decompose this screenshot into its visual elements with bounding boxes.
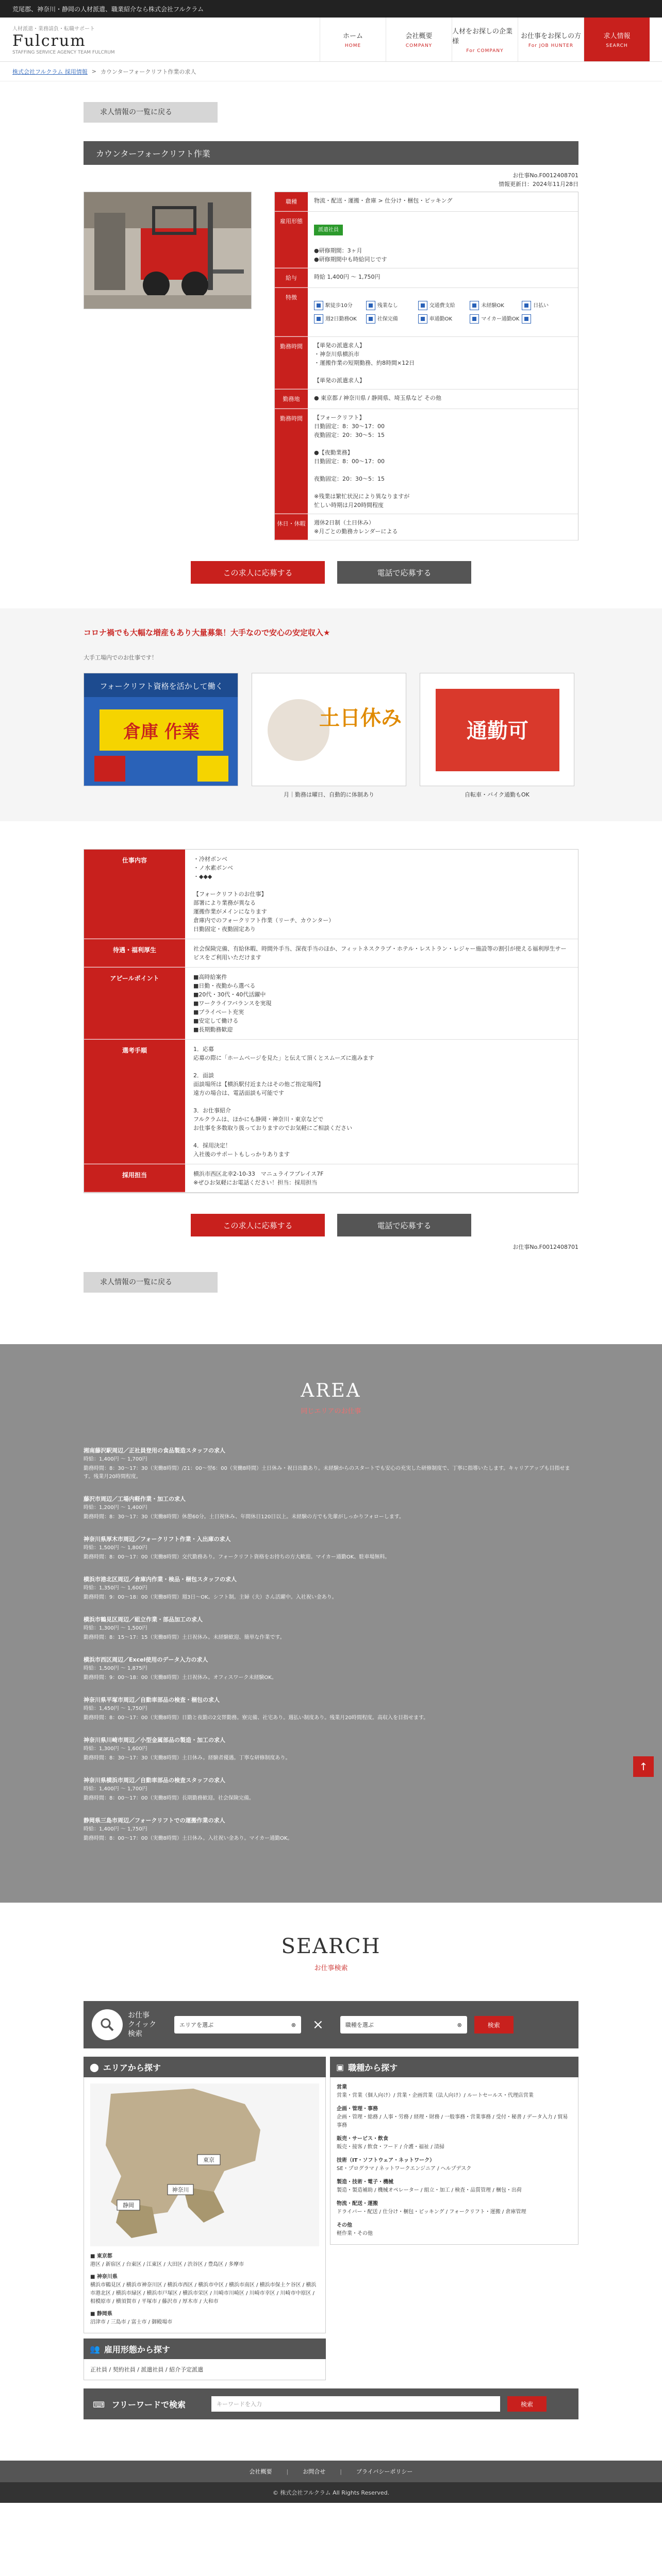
area-job-salary: 時給：1,200円 ～ 1,400円: [84, 1505, 147, 1511]
breadcrumb-current: カウンターフォークリフト作業の求人: [100, 68, 196, 75]
area-job-title: 横浜市鶴見区周辺／組立作業・部品加工の求人: [84, 1616, 203, 1623]
nav-label: 会社概要: [405, 32, 433, 40]
area-job-salary: 時給：1,350円 ～ 1,600円: [84, 1585, 147, 1591]
employment-tag: 派遣社員: [314, 225, 343, 235]
detail-container: [84, 849, 578, 1293]
job-info-table: [274, 192, 578, 540]
row-label: 勤務地: [275, 389, 308, 409]
region-heading: ■ 東京都: [90, 2253, 112, 2259]
row-value: ■高時給案件 ■日勤・夜勤から選べる ■20代・30代・40代活躍中 ■ワークライフバランスを実現 ■プライベート充実 ■安定して働ける ■長期勤務歓迎: [193, 974, 272, 1033]
main-nav: [320, 18, 650, 61]
svg-text:倉庫 作業: 倉庫 作業: [123, 722, 200, 742]
promo-image-3: [420, 673, 574, 799]
area-job-title: 神奈川県平塚市周辺／自動車部品の検査・梱包の求人: [84, 1697, 220, 1703]
nav-label: お仕事をお探しの方: [520, 32, 581, 40]
job-select-value: 職種を選ぶ: [345, 2022, 374, 2028]
feature-item: [366, 301, 416, 310]
promo-image-2: [252, 673, 406, 799]
feature-item: [418, 301, 468, 310]
category-heading: 技術（IT・ソフトウェア・ネットワーク）: [337, 2158, 435, 2163]
row-label: 待遇・福利厚生: [84, 939, 185, 967]
keyword-search-button[interactable]: 検索: [507, 2396, 547, 2412]
feature-label: 社保完備: [377, 316, 398, 322]
area-job-desc: 勤務時間：8：30～17：30（実働8時間）土日休み。経験者優遇。丁寧な研修制度あり。: [84, 1755, 291, 1761]
footer-links: [0, 2461, 662, 2482]
area-title: AREA: [301, 1380, 361, 1401]
site-logo[interactable]: [12, 24, 115, 55]
quick-search-bar: [84, 2001, 578, 2048]
feature-icon: [366, 301, 375, 310]
area-job-desc: 勤務時間：9：00～18：00（実働8時間）土日祝休み。オフィスワーク未経験OK。: [84, 1675, 277, 1681]
employment-note: ●研修期間：3ヶ月 ●研修期間中も時給同じです: [314, 247, 387, 263]
top-strip: [0, 0, 662, 18]
detail-row-description: [84, 850, 578, 939]
area-job-item[interactable]: [84, 1575, 578, 1602]
area-job-desc: 勤務時間：8：15～17：15（実働8時間）土日祝休み。未経験歓迎、簡単な作業です。: [84, 1635, 285, 1640]
feature-icon: [522, 301, 531, 310]
nav-company[interactable]: [386, 18, 452, 61]
back-to-list-button[interactable]: 求人情報の一覧に戻る: [84, 1272, 218, 1293]
logo-name: Fulcrum: [12, 31, 86, 50]
area-job-item[interactable]: [84, 1655, 578, 1682]
area-job-desc: 勤務時間：8：00～17：00（実働8時間）日勤と夜勤の2交替勤務。寮完備、社宅あり。週払い制度あり。残業月20時間程度。高収入を目指せます。: [84, 1715, 429, 1721]
commute-image: [420, 673, 574, 786]
map-label-tokyo[interactable]: 東京: [203, 2157, 214, 2163]
job-panel-head: [330, 2057, 578, 2077]
feature-icon: [314, 301, 323, 310]
detail-meta: お仕事No.F0012408701: [512, 1244, 578, 1250]
detail-row-appeal: [84, 968, 578, 1040]
feature-icon: [418, 301, 427, 310]
row-label: 休日・休暇: [275, 514, 308, 540]
cta-group-top: [84, 561, 578, 584]
promo-image-box: [420, 673, 574, 786]
row-value: ● 東京都 / 神奈川県 / 静岡県、埼玉県など その他: [314, 395, 441, 401]
area-job-salary: 時給：1,300円 ～ 1,600円: [84, 1746, 147, 1752]
free-word-label: [93, 2398, 211, 2410]
row-label: 採用担当: [84, 1164, 185, 1192]
category-heading: 製造・技術・電子・機械: [337, 2179, 393, 2185]
promo-image-box: [252, 673, 406, 786]
cta-group-bottom: [84, 1214, 578, 1236]
keyword-input[interactable]: キーワードを入力: [211, 2396, 500, 2412]
info-row-employment: [275, 212, 578, 268]
nav-en: For JOB HUNTER: [528, 43, 574, 48]
row-label: 勤務時間: [275, 337, 308, 389]
area-job-salary: 時給：1,500円 ～ 1,800円: [84, 1545, 147, 1551]
region-links[interactable]: 港区 / 新宿区 / 台東区 / 江東区 / 大田区 / 渋谷区 / 豊島区 / 多摩市: [90, 2262, 244, 2267]
feature-label: 駅徒歩10分: [325, 302, 353, 309]
footer-separator: |: [286, 2468, 289, 2475]
category-heading: 物流・配送・運搬: [337, 2201, 378, 2207]
promo-images: [84, 673, 578, 799]
job-container: [84, 81, 578, 584]
area-job-title: 横浜市西区周辺／Excel使用のデータ入力の求人: [84, 1656, 208, 1663]
footer-separator: |: [340, 2468, 342, 2475]
row-value: [308, 288, 578, 336]
logo-small: 人材派遣・業務請負・転職サポート: [12, 26, 95, 32]
promo-image-3-title: 通勤可: [467, 719, 528, 743]
row-label: 給与: [275, 268, 308, 287]
area-section: [0, 1344, 662, 1903]
promo-caption-3: 自転車・バイク通勤もOK: [465, 791, 529, 798]
detail-row-benefits: [84, 939, 578, 968]
employment-panel-head: [84, 2338, 326, 2359]
area-job-desc: 勤務時間：8：00～17：00（実働8時間）土日休み。入社祝い金あり。マイカー通勤OK。: [84, 1836, 293, 1841]
feature-label: マイカー通勤OK: [481, 316, 520, 322]
area-job-title: 神奈川県横浜市周辺／自動車部品の検査スタッフの求人: [84, 1777, 225, 1784]
free-word-search: [84, 2388, 578, 2419]
row-label: 特徴: [275, 288, 308, 336]
area-job-item[interactable]: [84, 1736, 578, 1762]
breadcrumb-separator: >: [91, 68, 96, 75]
row-value: 【フォークリフト】 日勤固定：8：30～17：00 夜勤固定：20：30～5：15 ●【夜勤業務】 日勤固定：8：00～17：00 夜勤固定：20：30～5：15 ※残業は繁忙状況により異なりますが 忙しい時期は月20時間程度: [314, 414, 410, 509]
clear-icon[interactable]: ⊗: [457, 2021, 462, 2028]
copyright: © 株式会社フルクラム All Rights Reserved.: [0, 2482, 662, 2503]
info-row-shift: [275, 409, 578, 514]
info-row-category: [275, 192, 578, 212]
area-job-item[interactable]: [84, 1535, 578, 1562]
category-links[interactable]: ドライバー・配送 / 仕分け・梱包・ピッキング / フォークリフト・運搬 / 倉庫管理: [337, 2209, 526, 2215]
footer-link-company[interactable]: 会社概要: [249, 2468, 272, 2475]
category-links[interactable]: 営業・営業（個人向け）/ 営業・企画営業（法人向け）/ ルートセールス・代理店営業: [337, 2093, 534, 2098]
job-photo: [84, 192, 252, 309]
info-row-location: [275, 389, 578, 409]
search-columns: [84, 2057, 578, 2380]
cross-icon: ×: [312, 2017, 324, 2032]
feature-item: [470, 314, 520, 324]
promo-image-2-title: 土日休み: [319, 706, 402, 730]
info-row-salary: [275, 268, 578, 288]
job-column: [330, 2057, 578, 2380]
clear-icon[interactable]: ⊗: [291, 2021, 296, 2028]
briefcase-icon: ▣: [336, 2062, 344, 2072]
region-links[interactable]: 沼津市 / 三島市 / 富士市 / 御殿場市: [90, 2319, 173, 2325]
forklift-license-image: [84, 673, 238, 786]
promo-caption-2: 月｜勤務は曜日、自動的に体制あり: [284, 791, 374, 798]
feature-icon: [418, 314, 427, 324]
row-value: 週休2日制（土日休み） ※月ごとの勤務カレンダーによる: [314, 519, 398, 535]
row-value: 時給 1,400円 ～ 1,750円: [314, 274, 380, 280]
info-row-work-time: [275, 337, 578, 389]
logo-sub: STAFFING SERVICE AGENCY TEAM FULCRUM: [12, 49, 115, 55]
nav-label: ホーム: [342, 32, 363, 40]
feature-item: [418, 314, 468, 324]
category-links[interactable]: 製造・製造補助 / 機械オペレーター / 組立・加工 / 検査・品質管理 / 梱包・出荷: [337, 2188, 522, 2193]
nav-label: 求人情報: [603, 32, 631, 40]
feature-icon: [522, 314, 531, 324]
map-label-shizuoka[interactable]: 静岡: [123, 2202, 134, 2209]
apply-button[interactable]: この求人に応募する: [191, 1214, 325, 1236]
area-panel-head: [84, 2057, 326, 2077]
quick-search-button[interactable]: 検索: [474, 2016, 514, 2033]
area-job-desc: 勤務時間：9：00～18：00（実働8時間）週3日～OK。シフト制。主婦（夫）さん活躍中。入社祝い金あり。: [84, 1595, 337, 1600]
area-job-title: 藤沢市周辺／工場内軽作業・加工の求人: [84, 1496, 186, 1502]
employment-panel-title: 雇用形態から探す: [104, 2344, 170, 2354]
area-job-desc: 勤務時間：8：00～17：00（実働8時間）交代勤務あり。フォークリフト資格をお持ちの方大歓迎。マイカー通勤OK、駐車場無料。: [84, 1554, 390, 1560]
nav-for-job-hunter[interactable]: [518, 18, 584, 61]
nav-search[interactable]: [584, 18, 650, 61]
job-panel-title: 職種から探す: [348, 2062, 398, 2073]
row-label: 勤務時間: [275, 409, 308, 514]
forklift-photo: [84, 192, 252, 309]
promo-container: [84, 627, 578, 799]
nav-home[interactable]: [320, 18, 386, 61]
area-job-item[interactable]: [84, 1615, 578, 1642]
detail-row-process: [84, 1040, 578, 1164]
row-value: 物流・配送・運搬・倉庫 > 仕分け・梱包・ピッキング: [314, 197, 453, 204]
area-panel-title: エリアから探す: [103, 2062, 161, 2073]
site-header: [0, 18, 662, 62]
area-job-item[interactable]: [84, 1446, 578, 1481]
features-grid: [314, 301, 572, 324]
job-category-list: [330, 2077, 578, 2245]
quick-search-label: お仕事 クイック 検索: [128, 2011, 157, 2038]
area-map[interactable]: [90, 2083, 319, 2246]
free-word-title: フリーワードで検索: [111, 2399, 186, 2410]
job-meta: [84, 171, 578, 189]
feature-item: [314, 314, 364, 324]
area-job-item[interactable]: [84, 1495, 578, 1521]
row-label: アピールポイント: [84, 968, 185, 1039]
feature-icon: [366, 314, 375, 324]
job-updated-date: 情報更新日：2024年11月28日: [499, 181, 578, 188]
area-select[interactable]: [174, 2016, 301, 2033]
nav-label: 人材をお探しの企業様: [452, 27, 513, 45]
area-job-salary: 時給：1,300円 ～ 1,500円: [84, 1625, 147, 1631]
row-label: 選考手順: [84, 1040, 185, 1164]
area-job-salary: 時給：1,400円 ～ 1,700円: [84, 1786, 147, 1792]
row-label: 雇用形態: [275, 212, 308, 268]
nav-en: HOME: [344, 43, 361, 48]
region-links[interactable]: 横浜市鶴見区 / 横浜市神奈川区 / 横浜市西区 / 横浜市中区 / 横浜市南区 / 横浜市保土ケ谷区 / 横浜市港北区 / 横浜市緑区 / 横浜市戸塚区 / 横浜市栄区 / 川崎市川崎区 / 川崎市幸区 / 川崎市中原区 / 相模原市 / 横須賀市 / 平塚市 / 藤沢市 / 厚木市 / 大和市: [90, 2282, 317, 2304]
area-subtitle: 同じエリアのお仕事: [301, 1408, 361, 1415]
info-row-features: [275, 288, 578, 337]
promo-image-1-title: フォークリフト資格を活かして働く: [100, 682, 223, 691]
page-top-button[interactable]: [633, 1756, 654, 1777]
breadcrumb-home-link[interactable]: 株式会社フルクラム 採用情報: [12, 68, 88, 75]
feature-item: [314, 301, 364, 310]
area-job-item[interactable]: [84, 1816, 578, 1843]
region-heading: ■ 静岡県: [90, 2311, 112, 2317]
area-job-title: 静岡県三島市周辺／フォークリフトでの運搬作業の求人: [84, 1817, 225, 1824]
promo-section: [0, 608, 662, 821]
detail-row-contact: [84, 1164, 578, 1193]
feature-icon: [314, 314, 323, 324]
nav-en: SEARCH: [606, 43, 628, 48]
footer-link-contact[interactable]: お問合せ: [303, 2468, 326, 2475]
promo-image-1: [84, 673, 238, 799]
promo-headline: コロナ禍でも大幅な増産もあり大量募集！大手なので安心の安定収入★: [84, 628, 330, 637]
area-panel-body: [84, 2077, 326, 2333]
employment-links[interactable]: 正社員 / 契約社員 / 派遣社員 / 紹介予定派遣: [90, 2366, 204, 2373]
job-number: お仕事No.F0012408701: [512, 172, 578, 179]
category-heading: 販売・サービス・飲食: [337, 2136, 388, 2142]
call-apply-button[interactable]: 電話で応募する: [337, 1214, 471, 1236]
category-links[interactable]: 軽作業・その他: [337, 2231, 373, 2236]
category-heading: 営業: [337, 2084, 347, 2090]
row-value: 1．応募 応募の際に「ホームページを見た」と伝えて頂くとスムーズに進みます 2．面談 面談場所は【横浜駅付近またはその他ご指定場所】 遠方の場合は、電話面談も可能です 3．お仕事紹介 フルクラムは、ほかにも静岡・神奈川・東京などで お仕事を多数取り扱っておりますのでお気軽にご相談ください 4．採用決定！ 入社後のサポートもしっかりあります: [193, 1046, 374, 1158]
kanto-map: [90, 2083, 319, 2246]
employment-panel-body: [84, 2359, 326, 2380]
category-links[interactable]: SE・プログラマ / ネットワークエンジニア / ヘルプデスク: [337, 2166, 472, 2172]
feature-label: 残業なし: [377, 302, 398, 309]
area-job-salary: 時給：1,400円 ～ 1,750円: [84, 1826, 147, 1832]
job-detail-table: [84, 849, 578, 1193]
category-links[interactable]: 企画・管理・総務 / 人事・労務 / 経理・財務 / 一般事務・営業事務 / 受付・秘書 / データ入力 / 貿易事務: [337, 2114, 568, 2128]
feature-label: 交通費支給: [429, 302, 455, 309]
area-job-desc: 勤務時間：8：30～17：30（実働8時間）/21：00～翌6：00（実働8時間）土日休み・祝日出勤あり。未経験からのスタートでも安心の充実した研修制度で、丁寧に指導いたします。キャリアアップも目指せます。残業月20時間程度。: [84, 1466, 570, 1480]
area-job-title: 神奈川県川崎市周辺／小型金属部品の製造・加工の求人: [84, 1737, 225, 1743]
search-section: [0, 1903, 662, 2461]
search-container: [84, 2001, 578, 2419]
feature-label: 日払い: [533, 302, 549, 309]
arrow-up-icon: ↑: [639, 1760, 648, 1773]
feature-item: [470, 301, 520, 310]
area-job-desc: 勤務時間：8：00～17：00（実働8時間）長期勤務歓迎。社会保険完備。: [84, 1795, 254, 1801]
job-main: [84, 192, 578, 540]
feature-item: [522, 314, 572, 324]
row-value: [308, 212, 578, 268]
area-job-list: [84, 1446, 578, 1843]
feature-icon: [470, 301, 479, 310]
area-job-title: 湘南藤沢駅周辺／正社員登用の食品製造スタッフの求人: [84, 1447, 225, 1454]
area-select-value: エリアを選ぶ: [179, 2022, 213, 2028]
area-job-title: 横浜市港北区周辺／倉庫内作業・検品・梱包スタッフの求人: [84, 1576, 237, 1583]
nav-en: For COMPANY: [466, 48, 504, 54]
area-job-item[interactable]: [84, 1696, 578, 1722]
row-label: 職種: [275, 192, 308, 211]
row-value: 【単発の派遣求人】 ・神奈川県横浜市 ・運搬作業の短期勤務、約8時間×12日 【単発の派遣求人】: [314, 342, 415, 384]
region-heading: ■ 神奈川県: [90, 2274, 118, 2280]
area-column: [84, 2057, 326, 2380]
keyboard-icon: ⌨: [93, 2399, 105, 2410]
row-value: ・冷材ボンベ ・ノ水素ボンベ ・◆◆◆ 【フォークリフトのお仕事】 部署により業務が異なる 運搬作業がメインになります 倉庫内でのフォークリフト作業（リーチ、カウンター） 日勤固定・夜勤固定あり: [193, 856, 335, 933]
feature-label: 未経験OK: [481, 302, 504, 309]
job-select[interactable]: [340, 2016, 467, 2033]
category-heading: 企画・管理・事務: [337, 2106, 378, 2112]
row-value: 社会保険完備、有給休暇、時間外手当、深夜手当のほか、フィットネスクラブ・ホテル・レストラン・レジャー施設等の割引が使える福利厚生サービスをご利用いただけます: [193, 945, 567, 961]
area-job-desc: 勤務時間：8：30～17：30（実働8時間）休憩60分。土日祝休み、年間休日120日以上。未経験の方でも先輩がしっかりフォローします。: [84, 1514, 405, 1520]
area-job-item[interactable]: [84, 1776, 578, 1803]
region-list: [90, 2252, 319, 2327]
category-links[interactable]: 販売・接客 / 飲食・フード / 介護・福祉 / 清掃: [337, 2144, 444, 2150]
info-row-holidays: [275, 514, 578, 540]
nav-en: COMPANY: [405, 43, 433, 48]
promo-sub: 大手工場内でのお仕事です！: [84, 654, 157, 661]
job-title: カウンターフォークリフト作業: [84, 141, 578, 165]
area-job-salary: 時給：1,500円 ～ 1,875円: [84, 1666, 147, 1671]
row-value: 横浜市西区北幸2-10-33 マニュライフプレイス7F ※ぜひお気軽にお電話ください！担当：採用担当: [193, 1171, 324, 1186]
nav-for-company[interactable]: [452, 18, 518, 61]
weekend-off-image: [252, 673, 406, 786]
location-pin-icon: ⬤: [90, 2062, 99, 2072]
people-icon: 👥: [90, 2344, 100, 2354]
search-subtitle: お仕事検索: [314, 1964, 348, 1972]
top-strip-text: 荒尾郡、神奈川・静岡の人材派遣、職業紹介なら株式会社フルクラム: [12, 5, 204, 13]
area-job-salary: 時給：1,400円 ～ 1,700円: [84, 1456, 147, 1462]
breadcrumb: [0, 62, 662, 81]
promo-image-box: [84, 673, 238, 786]
feature-item: [522, 301, 572, 310]
feature-icon: [470, 314, 479, 324]
search-icon: [92, 2009, 123, 2040]
feature-label: 週2日勤務OK: [325, 316, 357, 322]
feature-label: 車通勤OK: [429, 316, 453, 322]
area-job-salary: 時給：1,450円 ～ 1,750円: [84, 1706, 147, 1711]
map-label-kanagawa[interactable]: 神奈川: [172, 2187, 189, 2193]
search-title: SEARCH: [281, 1935, 381, 1958]
area-job-title: 神奈川県厚木市周辺／フォークリフト作業・入出庫の求人: [84, 1536, 231, 1543]
apply-button[interactable]: この求人に応募する: [191, 561, 325, 584]
category-heading: その他: [337, 2223, 352, 2228]
footer-link-privacy[interactable]: プライバシーポリシー: [356, 2468, 413, 2475]
call-apply-button[interactable]: 電話で応募する: [337, 561, 471, 584]
row-label: 仕事内容: [84, 850, 185, 939]
back-to-list-button[interactable]: 求人情報の一覧に戻る: [84, 102, 218, 123]
feature-item: [366, 314, 416, 324]
